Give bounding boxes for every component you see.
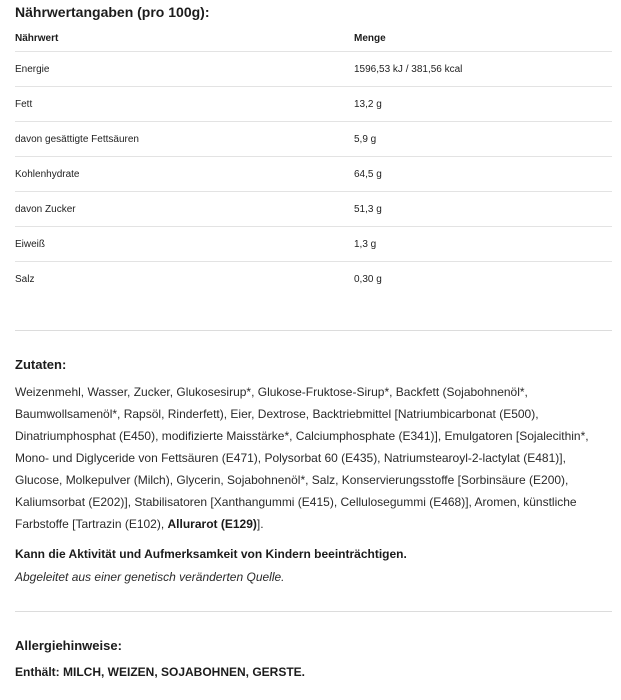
nutrient-name: Salz: [15, 274, 35, 285]
nutrition-table-header: [15, 26, 612, 52]
allergens-contains: Enthält: MILCH, WEIZEN, SOJABOHNEN, GERSTE.: [15, 665, 306, 679]
table-row: [15, 157, 612, 192]
nutrient-name: Energie: [15, 63, 50, 75]
nutrient-name: davon Zucker: [15, 203, 76, 215]
table-row: [15, 122, 612, 157]
gmo-note: Abgeleitet aus einer genetisch veränderten Quelle.: [15, 570, 285, 584]
ingredients-bold-allurarot: Allurarot (E129): [167, 517, 257, 531]
nutrient-amount: 5,9 g: [354, 133, 377, 145]
allergens-heading: Allergiehinweise:: [15, 638, 122, 653]
ingredients-text: [15, 381, 615, 535]
table-row: [15, 227, 612, 262]
nutrient-amount: 13,2 g: [354, 98, 382, 110]
nutrient-name: Fett: [15, 98, 33, 110]
nutrient-amount: 51,3 g: [354, 203, 382, 215]
nutrient-amount: 64,5 g: [354, 168, 382, 180]
nutrition-heading: Nährwertangaben (pro 100g):: [15, 4, 210, 20]
ingredients-heading: Zutaten:: [15, 357, 67, 372]
table-row: [15, 192, 612, 227]
nutrient-amount: 1,3 g: [354, 238, 377, 250]
nutrient-amount: 1596,53 kJ / 381,56 kcal: [354, 63, 463, 75]
ingredients-main: Weizenmehl, Wasser, Zucker, Glukosesirup*, Glukose-Fruktose-Sirup*, Backfett (Sojabohnenöl*, Baumwollsamenöl*, Rapsöl, Rinderfett), Eier, Dextrose, Backtriebmittel [Natriumbicarbonat (E500), Dinatriumphosphat (E450), modifizierte Maisstärke*, Calciumphosphate (E341)], Emulgatoren [Sojalecithin*, Mono- und Diglyceride von Fettsäuren (E471), Polysorbat 60 (E435), Natriumstearoyl-2-lactylat (E481)], Glucose, Molkepulver (Milch), Glycerin, Sojabohnenöl*, Salz, Konservierungsstoffe [Sorbinsäure (E200), Kaliumsorbat (E202)], Stabilisatoren [Xanthangummi (E415), Cellulosegummi (E468)], Aromen, künstliche Farbstoffe [Tartrazin (E102),: [15, 385, 589, 531]
ingredients-end: ].: [256, 517, 264, 531]
nutrient-name: davon gesättigte Fettsäuren: [15, 133, 139, 145]
column-header-amount: Menge: [354, 33, 386, 44]
section-divider: [15, 330, 612, 331]
nutrition-table: [15, 26, 612, 297]
table-row: [15, 262, 612, 297]
column-header-nutrient: Nährwert: [15, 33, 59, 44]
nutrient-name: Kohlenhydrate: [15, 168, 80, 180]
nutrient-amount: 0,30 g: [354, 274, 382, 285]
table-row: [15, 52, 612, 87]
table-row: [15, 87, 612, 122]
colorant-warning: Kann die Aktivität und Aufmerksamkeit von Kindern beeinträchtigen.: [15, 547, 407, 561]
nutrient-name: Eiweiß: [15, 238, 46, 250]
section-divider: [15, 611, 612, 612]
